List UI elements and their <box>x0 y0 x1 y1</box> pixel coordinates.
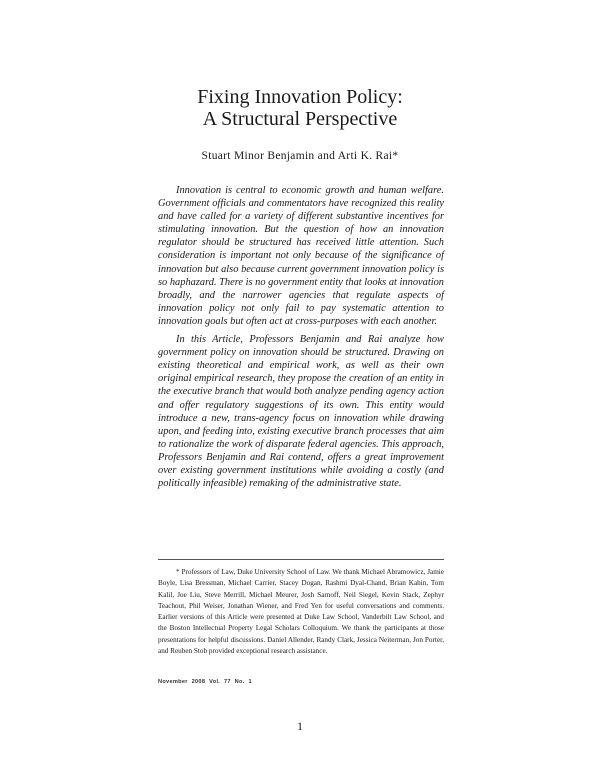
abstract-paragraph-1: Innovation is central to economic growth and human welfare. Government officials and commentators have recognized this reality and have called for a variety of different substantive incentives for stimulating innovation. But the question of how an innovation regulator should be structured has received little attention. Such consideration is important not only because of the significance of innovation but also because current government innovation policy is so haphazard. There is no government entity that looks at innovation broadly, and the narrower agencies that regulate aspects of innovation policy not only fail to pay systematic attention to innovation goals but often act at cross-purposes with each another. <box>158 185 444 327</box>
author-footnote: * Professors of Law, Duke University School of Law. We thank Michael Abramowicz, Jamie Boyle, Lisa Bressman, Michael Carrier, Stacey Dogan, Rashmi Dyal-Chand, Brian Kahin, Tom Kalil, Joe Liu, Steve Merrill, Michael Meurer, Josh Sarnoff, Neil Siegel, Kevin Stack, Zephyr Teachout, Phil Weiser, Jonathan Wiener, and Fred Yen for useful conversations and comments. Earlier versions of this Article were presented at Duke Law School, Vanderbilt Law School, and the Boston Intellectual Property Legal Scholars Colloquium. We thank the participants at those presentations for helpful discussions. Daniel Allender, Randy Clark, Jessica Neiterman, Jon Porter, and Reuben Stob provided exceptional research assistance. <box>158 568 444 656</box>
author-line: Stuart Minor Benjamin and Arti K. Rai* <box>201 150 399 162</box>
article-title <box>0 86 600 130</box>
abstract <box>158 184 444 490</box>
title-line-1: Fixing Innovation Policy: <box>197 86 403 108</box>
page-number: 1 <box>297 719 303 733</box>
issue-line: November 2008 Vol. 77 No. 1 <box>158 679 252 685</box>
title-line-2: A Structural Perspective <box>202 108 398 130</box>
footnote-divider <box>158 559 444 560</box>
abstract-paragraph-2: In this Article, Professors Benjamin and Rai analyze how government policy on innovation should be structured. Drawing on existing theoretical and empirical work, as well as their own original empirical research, they propose the creation of an entity in the executive branch that would both analyze pending agency action and offer regulatory suggestions of its own. This entity would introduce a new, trans-agency focus on innovation while drawing upon, and feeding into, existing executive branch processes that aim to rationalize the work of disparate federal agencies. This approach, Professors Benjamin and Rai contend, offers a great improvement over existing government institutions while avoiding a costly (and politically infeasible) remaking of the administrative state. <box>158 334 444 490</box>
